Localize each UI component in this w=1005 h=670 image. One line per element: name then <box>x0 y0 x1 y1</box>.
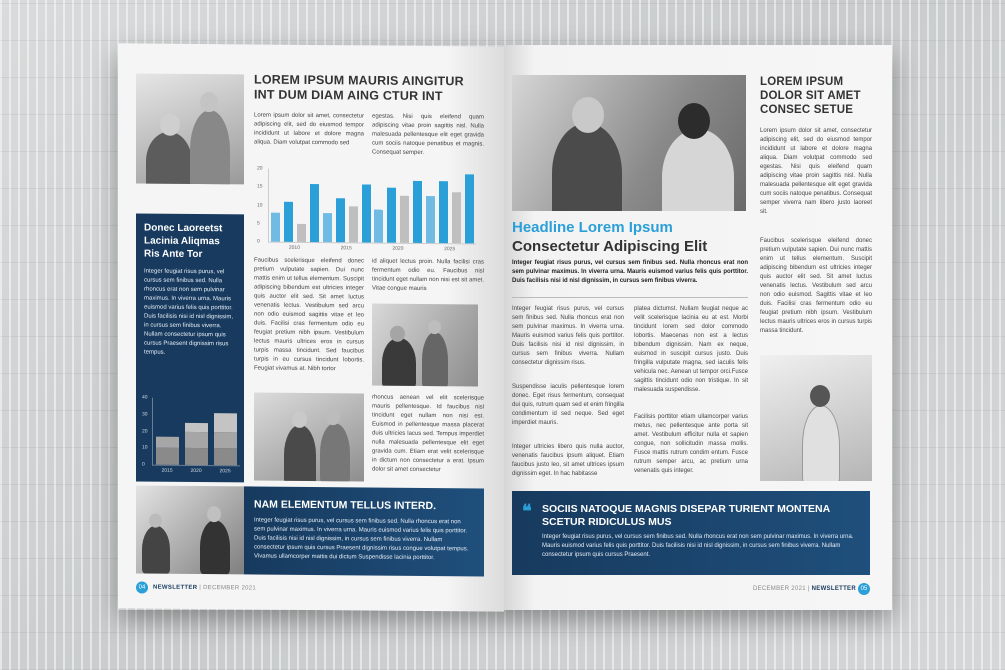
chart1-x-tick: 2025 <box>444 246 456 253</box>
chart1-bar <box>452 192 461 243</box>
side-text-1: Lorem ipsum dolor sit amet, consectetur adipiscing elit, sed do eiusmod tempor incididunt ut labore et dolore magna aliqua. Diam volutpat commodo sed egestas. Nisi quis eleifend quam adipiscing vitae proin sagittis nisl. Nulla malesuada pellentesque elit eget gravida cum sociis natoque penatibus. Consequat semper viverra nam libero justo laoreet sit. <box>760 128 872 215</box>
chart1-bar <box>362 184 371 242</box>
left-footer: NEWSLETTER | DECEMBER 2021 <box>153 584 257 592</box>
right-col2-a: platea dictumst. Nullam feugiat neque ac velit scelerisque lacinia eu at est. Morbi tincidunt lorem sed dolor commodo lobortis. Maecenas non est a lectus bibendum dignissim. Nam ex neque, euismod in suscipit cursus justo. Duis fringilla vulputate magna, sed iaculis felis vehicula nec. Aenean ut tempor orci.Fusce sagittis tincidunt odio non tristique. In sit malesuada suspendisse. <box>634 306 748 393</box>
left-col2-bottom: rhoncus aenean vel elit scelerisque mauris pellentesque. Id faucibus nisl tincidunt eget nullam non nisi est. Euismod in pellentesque massa placerat duis ultricies lacus sed. Tempus imperdiet nulla malesuada pellentesque elit eget gravida cum. Etiam erat velit scelerisque in dictum non consectetur a erat. Ipsum dolor sit amet consectetur <box>372 394 484 474</box>
chart1-bar <box>426 196 435 244</box>
hero-photo <box>512 75 746 211</box>
chart1-y-tick: 5 <box>257 220 260 227</box>
chart1-y-tick: 20 <box>257 165 263 172</box>
right-col1-b: Suspendisse iaculis pellentesque lorem donec. Eget risus fermentum, consequat dui quis, rutrum quam sed et enim fringilla condimentum id sed neque. Sed eget imperdiet mauris. <box>512 384 624 426</box>
chart1-bar <box>413 181 422 243</box>
left-page <box>118 43 504 611</box>
right-footer: DECEMBER 2021 | NEWSLETTER <box>752 586 856 592</box>
headline-dark: Consectetur Adipiscing Elit <box>512 238 708 255</box>
chart2-bar <box>185 423 207 432</box>
divider <box>512 297 748 298</box>
right-col1-c: Integer ultricies libero quis nulla auctor, venenatis faucibus ipsum aliquet. Etiam faucibus justo leo, sit amet ultrices ipsum dignissim eget. In hac habitasse <box>512 444 624 477</box>
lead-paragraph: Integer feugiat risus purus, vel cursus sem finibus sed. Nulla rhoncus erat non sem pulvinar maximus. In viverra urna. Mauris euismod varius felis quis porttitor. Duis facilisis nisi id nisl dignissim, in cursus sem finibus viverra. <box>512 260 748 284</box>
chart1-x-tick: 2015 <box>340 245 352 252</box>
chart2-y-tick: 10 <box>142 444 148 451</box>
chart1-y-tick: 15 <box>257 183 263 190</box>
chart2-x-tick: 2025 <box>219 468 231 475</box>
office-photo <box>254 393 364 482</box>
chart1-bar <box>297 224 306 242</box>
headline-blue: Headline Lorem Ipsum <box>512 219 673 236</box>
chart1-bar <box>439 181 448 243</box>
chart1-y-tick: 0 <box>257 238 260 245</box>
left-footer-label: NEWSLETTER <box>153 584 198 592</box>
team-photo <box>136 73 244 184</box>
right-footer-date: DECEMBER 2021 <box>752 586 806 592</box>
left-col2-top: id aliquet lectus proin. Nulla facilisi cras fermentum odio eu. Faucibus nisl tincidunt eget nullam non nisi est sit amet. Vitae congue mauris <box>372 258 484 293</box>
right-col2-b: Facilisis porttitor etiam ullamcorper varius metus, nec pellentesque ante porta sit amet. Vestibulum efficitur nulla et sapien congue, non sollicitudin massa mollis. Fusce mattis rutrum condim entum. Fusce rutrum semper arcu, ac pretium urna venenatis quis integer. <box>634 414 748 474</box>
right-col1-a: Integer feugiat risus purus, vel cursus sem finibus sed. Nulla rhoncus erat non sem pulvinar maximus. In viverra urna. Mauris euismod varius felis quis porttitor. Duis facilisis nisi id nisl dignissim, in cursus sem finibus viverra. Nullam consectetur dignissim risus. <box>512 306 624 366</box>
chart1-bar <box>271 212 280 241</box>
left-footer-date: DECEMBER 2021 <box>203 585 257 592</box>
left-heading: LOREM IPSUM MAURIS AINGITUR INT DUM DIAM AING CTUR INT <box>254 72 464 104</box>
chart1-bar <box>284 202 293 242</box>
chart2-bar <box>156 436 178 448</box>
left-col1-text: Faucibus scelerisque eleifend donec pretium vulputate sapien. Dui nunc mattis enim ut tellus elementum. Suscipit adipiscing bibendum est ultricies integer quis auctor elit sed. Sit amet luctus venenatis lectus. Vestibulum sed arcu non odio euismod sagittis vitae et leo duis. Facilisi cras fermentum odio eu feugiat pretium nibh ipsum. Vestibulum lectus mauris ultrices eros in cursus turpis massa tincidunt. Sed faucibus turpis in eu cursus tincidunt lobortis. Feugiat vivamus at. Nibh tortor <box>254 257 364 373</box>
right-page-number: 05 <box>858 583 870 595</box>
meeting-photo <box>372 304 478 387</box>
boardroom-photo <box>136 485 244 574</box>
chart2-bar <box>185 431 207 448</box>
chart2-bar <box>214 448 236 465</box>
chart2-x-tick: 2015 <box>161 467 173 474</box>
side-text-2: Faucibus scelerisque eleifend donec pretium vulputate sapien. Dui nunc mattis enim ut tellus elementum. Suscipit adipiscing bibendum est ultricies integer quis auctor elit sed. Sit amet luctus venenatis lectus. Vestibulum sed arcu non odio euismod. Sagittis vitae et leo duis. Facilisi cras fermentum odio eu feugiat pretium nibh ipsum. Vestibulum lectus mauris ultrices eros in cursus turpis massa tincidunt. <box>760 238 872 334</box>
sidebar-body: Integer feugiat risus purus, vel cursus sem finibus sed. Nulla rhoncus erat non sem pulvinar maximus. In viverra urna. Mauris euismod varius felis quis porttitor. Duis facilisis nisi id nisl dignissim, in cursus sem finibus viverra. Nullam consectetur ipsum quis cursus Praesent dignissim risus tempus. <box>144 268 234 356</box>
top-bar-chart <box>254 165 478 257</box>
right-footer-label: NEWSLETTER <box>811 586 856 592</box>
chart1-y-tick: 10 <box>257 202 263 209</box>
quote-title: SOCIIS NATOQUE MAGNIS DISEPAR TURIENT MONTENA SCETUR RIDICULUS MUS <box>542 503 830 528</box>
left-intro-col2: egestas. Nisi quis eleifend quam adipiscing vitae proin sagittis nisl. Nulla malesuada pellentesque elit eget gravida cum sociis natoque penatibus et magnis. Consequat semper. <box>372 113 484 156</box>
chart2-bar <box>156 448 178 465</box>
chart2-y-tick: 40 <box>142 394 148 401</box>
chart1-bar <box>387 188 396 243</box>
chart2-bar <box>214 432 236 449</box>
sidebar-chart <box>138 393 242 478</box>
chart1-x-tick: 2020 <box>392 245 404 252</box>
quote-icon: ❝ <box>522 501 532 521</box>
magazine-spread <box>118 45 892 610</box>
left-banner-title: NAM ELEMENTUM TELLUS INTERD. <box>254 498 436 513</box>
chart2-y-tick: 30 <box>142 411 148 418</box>
chart1-bar <box>310 184 319 242</box>
chart1-bar <box>323 213 332 242</box>
side-heading: LOREM IPSUM DOLOR SIT AMET CONSEC SETUE <box>760 76 861 116</box>
chart2-y-tick: 0 <box>142 461 145 468</box>
chart1-bar <box>336 198 345 242</box>
chart1-bar <box>465 174 474 243</box>
woman-photo <box>760 355 872 481</box>
quote-body: Integer feugiat risus purus, vel cursus sem finibus sed. Nulla rhoncus erat non sem pulvinar maximus. In viverra urna. Mauris euismod varius felis quis porttitor. Duis facilisis nisi id nisl dignissim, in cursus sem finibus viverra. Nullam consectetur ipsum quis cursus Praesent. <box>542 534 854 558</box>
chart2-bar <box>185 448 207 465</box>
chart2-bar <box>214 413 236 432</box>
chart1-x-tick: 2010 <box>288 244 300 251</box>
left-page-number: 04 <box>136 581 148 593</box>
chart2-x-tick: 2020 <box>190 467 202 475</box>
chart1-bar <box>349 206 358 243</box>
left-banner-body: Integer feugiat risus purus, vel cursus sem finibus sed. Nulla rhoncus erat non sem pulvinar maximus. In viverra urna. Mauris euismod varius felis quis porttitor. Duis facilisis nisi id nisl dignissim, in cursus sem finibus viverra. Nullam consectetur ipsum quis cursus Praesent dignissim risus congue volutpat tempus. Vivamus ullamcorper mattis dui dictum Suspendisse lacinia porttitor. <box>254 517 469 562</box>
chart2-y-tick: 20 <box>142 428 148 435</box>
sidebar-title: Donec Laoreetst Lacinia Aliqmas Ris Ante Tor <box>144 222 223 261</box>
chart1-bar <box>400 195 409 243</box>
left-intro-col1: Lorem ipsum dolor sit amet, consectetur adipiscing elit, sed do eiusmod tempor incididunt ut labore et dolore magna aliqua. Diam volutpat commodo sed <box>254 112 364 147</box>
chart1-bar <box>374 210 383 243</box>
right-page <box>504 45 892 610</box>
